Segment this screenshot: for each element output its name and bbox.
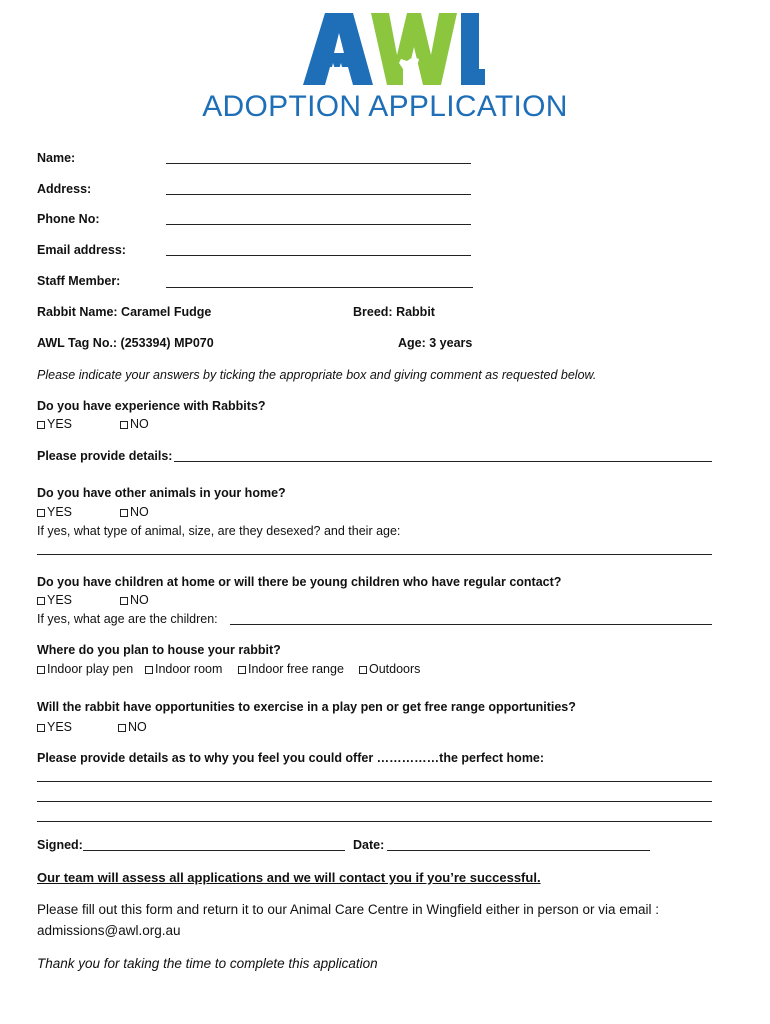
q5-no-label: NO [128,720,147,734]
q2-yes-label: YES [47,505,73,519]
staff-label: Staff Member: [37,274,121,288]
q1-details-label: Please provide details: [37,449,173,463]
q2-question: Do you have other animals in your home? [37,486,286,500]
return-instructions: Please fill out this form and return it to our Animal Care Centre in Wingfield either in person or via email : [37,902,660,917]
age: Age: 3 years [398,336,473,350]
q3-no-label: NO [130,593,149,607]
checkbox-icon[interactable] [120,597,128,605]
q4-option-label: Indoor room [155,662,223,676]
q4-question: Where do you plan to house your rabbit? [37,643,281,657]
q2-no-label: NO [130,505,149,519]
date-field[interactable] [387,850,650,851]
q1-details-field[interactable] [174,461,712,462]
q1-no-option[interactable] [120,417,149,431]
q3-yes-label: YES [47,593,73,607]
checkbox-icon[interactable] [37,509,45,517]
q4-option-label: Outdoors [369,662,421,676]
q5-no-option[interactable] [118,720,147,734]
q6-line-1[interactable] [37,781,712,782]
email-label: Email address: [37,243,126,257]
q4-option-free-range[interactable] [238,662,344,676]
q3-question: Do you have children at home or will there be young children who have regular contact? [37,575,562,589]
q5-yes-label: YES [47,720,73,734]
name-field[interactable] [166,163,471,164]
address-label: Address: [37,182,92,196]
page-title: ADOPTION APPLICATION [202,90,568,123]
q4-option-outdoors[interactable] [359,662,420,676]
checkbox-icon[interactable] [359,666,367,674]
assessment-note: Our team will assess all applications and we will contact you if you’re successful. [37,870,541,885]
q3-yes-option[interactable] [37,593,72,607]
staff-field[interactable] [166,287,473,288]
q6-question: Please provide details as to why you feel you could offer ……………the perfect home: [37,751,545,765]
address-field[interactable] [166,194,471,195]
q3-no-option[interactable] [120,593,149,607]
q4-option-indoor-room[interactable] [145,662,222,676]
q1-yes-option[interactable] [37,417,72,431]
checkbox-icon[interactable] [238,666,246,674]
q1-question: Do you have experience with Rabbits? [37,399,266,413]
q2-details-field[interactable] [37,554,712,555]
q6-line-3[interactable] [37,821,712,822]
q1-yes-label: YES [47,417,73,431]
instructions: Please indicate your answers by ticking the appropriate box and giving comment as requested below. [37,368,597,382]
q2-yes-option[interactable] [37,505,72,519]
phone-label: Phone No: [37,212,100,226]
checkbox-icon[interactable] [145,666,153,674]
checkbox-icon[interactable] [37,597,45,605]
q2-no-option[interactable] [120,505,149,519]
date-label: Date: [353,838,385,852]
signed-label: Signed: [37,838,83,852]
q5-yes-option[interactable] [37,720,72,734]
checkbox-icon[interactable] [37,666,45,674]
awl-tag: AWL Tag No.: (253394) MP070 [37,336,214,350]
checkbox-icon[interactable] [120,509,128,517]
admissions-email[interactable]: admissions@awl.org.au [37,923,181,938]
q3-details-field[interactable] [230,624,712,625]
q2-followup: If yes, what type of animal, size, are they desexed? and their age: [37,524,401,538]
checkbox-icon[interactable] [120,421,128,429]
q6-line-2[interactable] [37,801,712,802]
checkbox-icon[interactable] [37,724,45,732]
checkbox-icon[interactable] [118,724,126,732]
q4-option-label: Indoor free range [248,662,344,676]
name-label: Name: [37,151,76,165]
thank-you-note: Thank you for taking the time to complete this application [37,956,378,971]
q3-followup: If yes, what age are the children: [37,612,218,626]
q4-option-label: Indoor play pen [47,662,134,676]
phone-field[interactable] [166,224,471,225]
awl-logo [303,13,485,85]
signature-field[interactable] [83,850,345,851]
q5-question: Will the rabbit have opportunities to exercise in a play pen or get free range opportunities? [37,700,576,714]
q1-no-label: NO [130,417,149,431]
email-field[interactable] [166,255,471,256]
rabbit-name: Rabbit Name: Caramel Fudge [37,305,212,319]
breed: Breed: Rabbit [353,305,435,319]
checkbox-icon[interactable] [37,421,45,429]
q4-option-play-pen[interactable] [37,662,133,676]
